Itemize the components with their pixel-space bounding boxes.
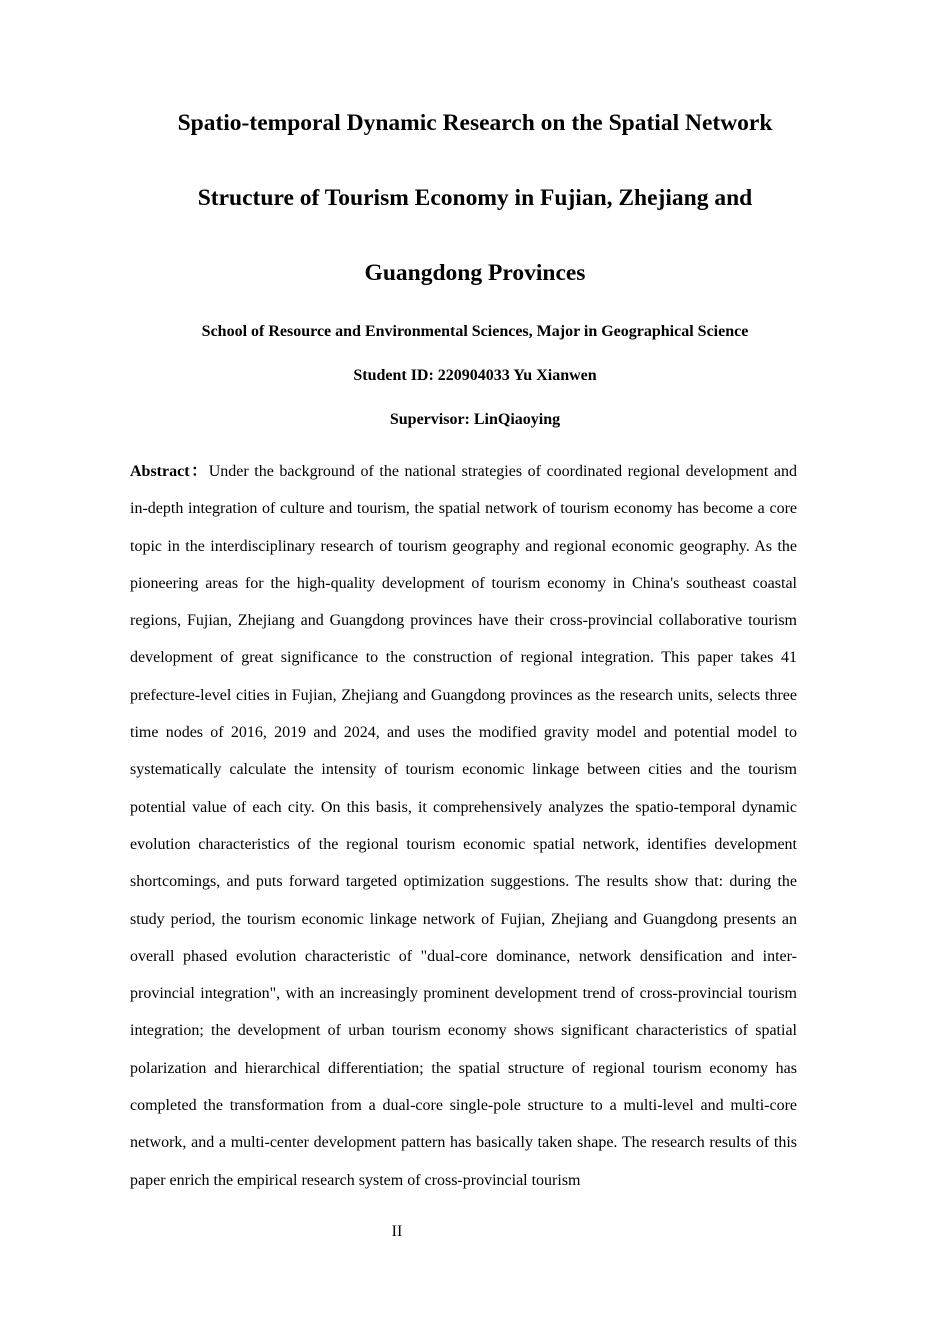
- abstract-text: Under the background of the national strategies of coordinated regional development and in-depth integration of culture and tourism, the spatial network of tourism economy has become a core topic in the interdisciplinary research of tourism geography and regional economic geography. As the pioneering areas for the high-quality development of tourism economy in China's southeast coastal regions, Fujian, Zhejiang and Guangdong provinces have their cross-provincial collaborative tourism development of great significance to the construction of regional integration. This paper takes 41 prefecture-level cities in Fujian, Zhejiang and Guangdong provinces as the research units, selects three time nodes of 2016, 2019 and 2024, and uses the modified gravity model and potential model to systematically calculate the intensity of tourism economic linkage between cities and the tourism potential value of each city. On this basis, it comprehensively analyzes the spatio-temporal dynamic evolution characteristics of the regional tourism economic spatial network, identifies development shortcomings, and puts forward targeted optimization suggestions. The results show that: during the study period, the tourism economic linkage network of Fujian, Zhejiang and Guangdong presents an overall phased evolution characteristic of "dual-core dominance, network densification and inter-provincial integration", with an increasingly prominent development trend of cross-provincial tourism integration; the development of urban tourism economy shows significant characteristics of spatial polarization and hierarchical differentiation; the spatial structure of regional tourism economy has completed the transformation from a dual-core single-pole structure to a multi-level and multi-core network, and a multi-center development pattern has basically taken shape. The research results of this paper enrich the empirical research system of cross-provincial tourism: [130, 463, 797, 1189]
- paper-title-line-1: Spatio-temporal Dynamic Research on the Spatial Network: [177, 110, 773, 136]
- paper-title-line-3: Guangdong Provinces: [364, 260, 586, 286]
- supervisor-line: Supervisor: LinQiaoying: [389, 411, 561, 428]
- abstract-paragraph: [130, 453, 797, 1199]
- paper-title-line-2: Structure of Tourism Economy in Fujian, Zhejiang and: [197, 185, 753, 211]
- student-id-line: Student ID: 220904033 Yu Xianwen: [353, 367, 597, 384]
- page-number: II: [391, 1223, 403, 1240]
- school-line: School of Resource and Environmental Sciences, Major in Geographical Science: [201, 323, 749, 340]
- abstract-label: Abstract：: [130, 463, 209, 480]
